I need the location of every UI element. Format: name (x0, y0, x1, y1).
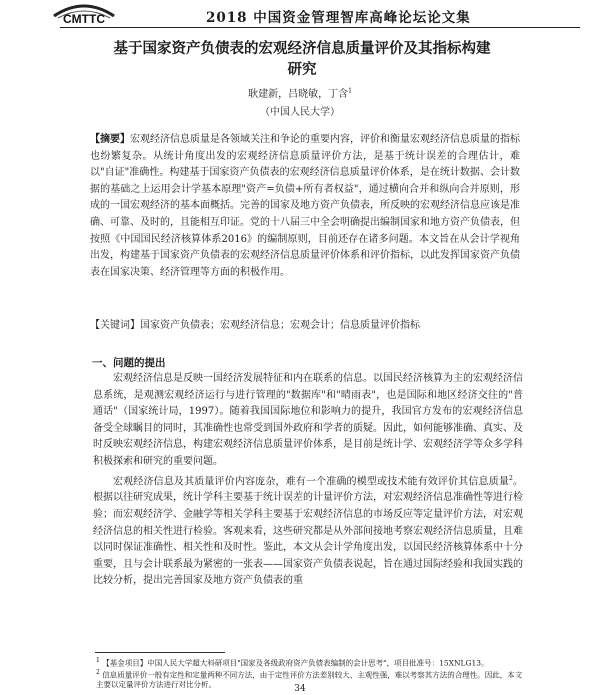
keywords-text: 国家资产负债表；宏观经济信息；宏观会计；信息质量评价指标 (140, 320, 420, 331)
section-heading: 一、问题的提出 (92, 357, 166, 369)
abstract-text: 宏观经济信息质量是各领域关注和争论的重要内容，评价和衡量宏观经济信息质量的指标也纷繁复杂。从统计角度出发的宏观经济信息质量评价方法，是基于统计误差的合理估计，难以"自证"准确性。构建基于国家资产负债表的宏观经济信息质量评价体系，是在统计数据、会计数据的基础之上运用会计学基本原理"资产=负债+所有者权益"，通过横向合并和纵向合并原则，形成的一国宏观经济的基本面概括。完善的国家及地方资产负债表，所反映的宏观经济信息应该是准确、可靠、及时的，且能相互印证。党的十八届三中全会明确提出编制国家和地方资产负债表，但按照《中国国民经济核算体系2016》的编制原则，目前还存在诸多问题。本文旨在从会计学视角出发，构建基于国家资产负债表的宏观经济信息质量评价体系和评价指标，以此发挥国家资产负债表在国家决策、经济管理等方面的积极作用。 (90, 134, 520, 278)
keywords-label: 【关键词】 (90, 320, 140, 331)
authors (0, 85, 600, 100)
logo-text: CMTTC (63, 12, 105, 26)
paragraph-2-part-b: 。根据以往研究成果，统计学科主要基于统计误差的计量评价方法，对宏观经济信息准确性等进行检验；而宏观经济学、金融学等相关学科主要基于宏观经济信息的市场反应等定量评价方法，对宏观经济信息的相关性进行检验。客观来看，这些研究都是从外部间接地考察宏观经济信息质量，且难以同时保证准确性、相关性和及时性。鉴此，本文从会计学角度出发，以国民经济核算体系中十分重要，且与会计联系最为紧密的一张表——国家资产负债表说起，旨在通过国际经验和我国实践的比较分析，提出完善国家及地方资产负债表的重 (93, 475, 524, 587)
header-divider (60, 27, 580, 28)
footnote-1-text: 【基金项目】中国人民大学超大科研项目"国家及各级政府资产负债表编制的会计思考"，项目批准号：15XNLG13。 (102, 658, 489, 668)
footnote-marker-2: 2 (509, 474, 513, 482)
keywords (90, 318, 520, 334)
footnote-1 (96, 656, 528, 668)
proceedings-title: 2018 中国资金管理智库高峰论坛论文集 (206, 10, 471, 26)
paper-title: 基于国家资产负债表的宏观经济信息质量评价及其指标构建研究 (113, 40, 491, 78)
abstract (90, 132, 520, 281)
footnote-divider (95, 652, 225, 653)
author-names: 耿建新，吕晓敏，丁含 (248, 89, 349, 100)
footnote-2-text: 信息质量评价一般有定性和定量两种不同方法，由于定性评价方法差别较大、主观性强，难以考察其方法的合理性。因此，本文主要以定量评价方法进行对比分析。 (96, 670, 523, 689)
body-text (93, 371, 523, 590)
cmttc-logo (50, 2, 118, 26)
author-footnote-marker: 1 (348, 87, 352, 95)
paragraph-2-part-a: 宏观经济信息及其质量评价内容庞杂，难有一个准确的模型或技术能有效评价其信息质量 (113, 475, 510, 487)
paragraph-1: 宏观经济信息是反映一国经济发展特征和内在联系的信息。以国民经济核算为主的宏观经济信息系统，是观测宏观经济运行与进行管理的"数据库"和"晴雨表"，也是国际和地区经济交往的"普通话"（国家统计局，1997）。随着我国国际地位和影响力的提升，我国官方发布的宏观经济信息备受全球瞩目的同时，其准确性也常受到国外政府和学者的质疑。因此，如何能够准确、真实、及时反映宏观经济信息，构建宏观经济信息质量评价体系，是目前是统计学、宏观经济学等众多学科积极探索和研究的重要问题。 (93, 373, 523, 467)
abstract-label: 【摘要】 (90, 134, 130, 145)
footnote-1-marker: 1 (96, 657, 100, 664)
footnote-2-marker: 2 (96, 669, 100, 676)
page-number: 34 (294, 684, 306, 694)
affiliation: （中国人民大学） (260, 107, 340, 118)
paragraph-2 (93, 471, 523, 590)
